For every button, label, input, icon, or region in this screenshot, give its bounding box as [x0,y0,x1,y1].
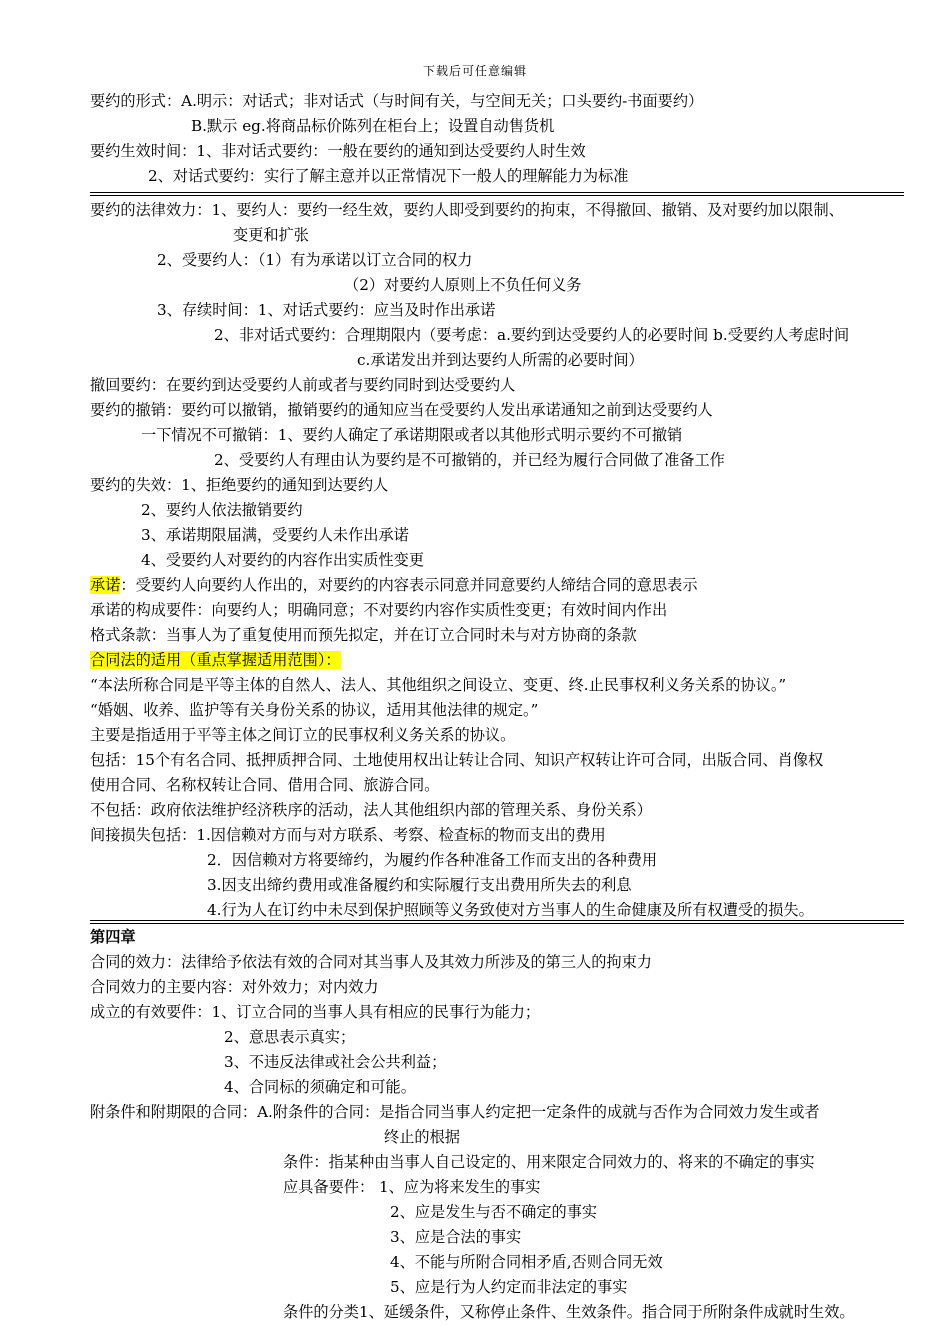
text-line: 2、要约人依法撤销要约 [141,501,303,519]
text-line: 包括：15个有名合同、抵押质押合同、土地使用权出让转让合同、知识产权转让许可合同，出版合同、肖像权 [90,751,824,769]
text-line: 条件：指某种由当事人自己设定的、用来限定合同效力的、将来的不确定的事实 [283,1153,815,1171]
text-line: 合同的效力：法律给予依法有效的合同对其当事人及其效力所涉及的第三人的拘束力 [90,953,652,971]
text-line: B.默示 eg.将商品标价陈列在柜台上；设置自动售货机 [191,117,555,135]
text-line [90,575,698,595]
text-line: 2、应是发生与否不确定的事实 [390,1203,598,1221]
text-line: 4、合同标的须确定和可能。 [224,1078,416,1096]
text-line: 一下情况不可撤销：1、要约人确定了承诺期限或者以其他形式明示要约不可撤销 [141,426,683,444]
text-line: 2、意思表示真实； [224,1028,356,1046]
text-line [90,650,341,670]
text-line: 2．因信赖对方将要缔约，为履约作各种准备工作而支出的各种费用 [207,851,658,869]
text-line: 附条件和附期限的合同：A.附条件的合同：是指合同当事人约定把一定条件的成就与否作为合同效力发生或者 [90,1103,820,1121]
text-line: 承诺的构成要件：向要约人；明确同意；不对要约内容作实质性变更；有效时间内作出 [90,601,668,619]
chapter-heading: 第四章 [90,928,136,946]
text-line: 要约的失效：1、拒绝要约的通知到达要约人 [90,476,389,494]
highlighted-term: 承诺 [90,576,121,594]
text-line: 4、不能与所附合同相矛盾,否则合同无效 [390,1253,663,1271]
text-line: 终止的根据 [384,1128,460,1146]
text-line: 2、非对话式要约：合理期限内（要考虑：a.要约到达受要约人的必要时间 b.受要约人考虑时间 [214,326,850,344]
highlighted-heading: 合同法的适用（重点掌握适用范围）： [90,651,341,669]
text-line: （2）对要约人原则上不负任何义务 [344,276,582,294]
text-line: 合同效力的主要内容：对外效力；对内效力 [90,978,379,996]
text-line: 撤回要约：在要约到达受要约人前或者与要约同时到达受要约人 [90,376,516,394]
text-line: 要约的形式：A.明示：对话式；非对话式（与时间有关，与空间无关；口头要约-书面要约） [90,92,704,110]
text-line: 不包括：政府依法维护经济秩序的活动，法人其他组织内部的管理关系、身份关系） [90,801,652,819]
text-line: 2、受要约人：（1）有为承诺以订立合同的权力 [157,251,473,269]
text-line: c.承诺发出并到达要约人所需的必要时间） [357,351,644,369]
text-line: “婚姻、收养、监护等有关身份关系的协议，适用其他法律的规定。” [90,701,539,719]
text-line: 要约的撤销：要约可以撤销，撤销要约的通知应当在受要约人发出承诺通知之前到达受要约人 [90,401,713,419]
term-definition: ：受要约人向要约人作出的，对要约的内容表示同意并同意要约人缔结合同的意思表示 [120,576,698,594]
text-line: 应具备要件： 1、应为将来发生的事实 [283,1178,541,1196]
section-divider [90,920,904,924]
section-divider [90,192,904,196]
text-line: 3、承诺期限届满，受要约人未作出承诺 [141,526,409,544]
text-line: 要约生效时间：1、非对话式要约：一般在要约的通知到达受要约人时生效 [90,142,586,160]
text-line: 成立的有效要件：1、订立合同的当事人具有相应的民事行为能力； [90,1003,541,1021]
text-line: 间接损失包括：1.因信赖对方而与对方联系、考察、检查标的物而支出的费用 [90,826,606,844]
text-line: 使用合同、名称权转让合同、借用合同、旅游合同。 [90,776,440,794]
text-line: 3、存续时间：1、对话式要约：应当及时作出承诺 [157,301,496,319]
text-line: 3.因支出缔约费用或准备履约和实际履行支出费用所失去的利息 [207,876,632,894]
text-line: 2、受要约人有理由认为要约是不可撤销的，并已经为履行合同做了准备工作 [214,451,725,469]
text-line: “本法所称合同是平等主体的自然人、法人、其他组织之间设立、变更、终.止民事权利义务关系的协议。” [90,676,787,694]
text-line: 格式条款：当事人为了重复使用而预先拟定，并在订立合同时未与对方协商的条款 [90,626,637,644]
page-header: 下载后可任意编辑 [422,64,527,78]
text-line: 4、受要约人对要约的内容作出实质性变更 [141,551,425,569]
text-line: 2、对话式要约：实行了解主意并以正常情况下一般人的理解能力为标准 [148,167,629,185]
text-line: 3、不违反法律或社会公共利益； [224,1053,447,1071]
text-line: 要约的法律效力：1、要约人：要约一经生效，要约人即受到要约的拘束，不得撤回、撤销、及对要约加以限制、 [90,201,844,219]
text-line: 条件的分类1、延缓条件，又称停止条件、生效条件。指合同于所附条件成就时生效。 [283,1303,855,1321]
text-line: 4.行为人在订约中未尽到保护照顾等义务致使对方当事人的生命健康及所有权遭受的损失。 [207,901,814,919]
text-line: 5、应是行为人约定而非法定的事实 [390,1278,628,1296]
text-line: 变更和扩张 [233,226,309,244]
text-line: 3、应是合法的事实 [390,1228,522,1246]
text-line: 主要是指适用于平等主体之间订立的民事权利义务关系的协议。 [90,726,516,744]
